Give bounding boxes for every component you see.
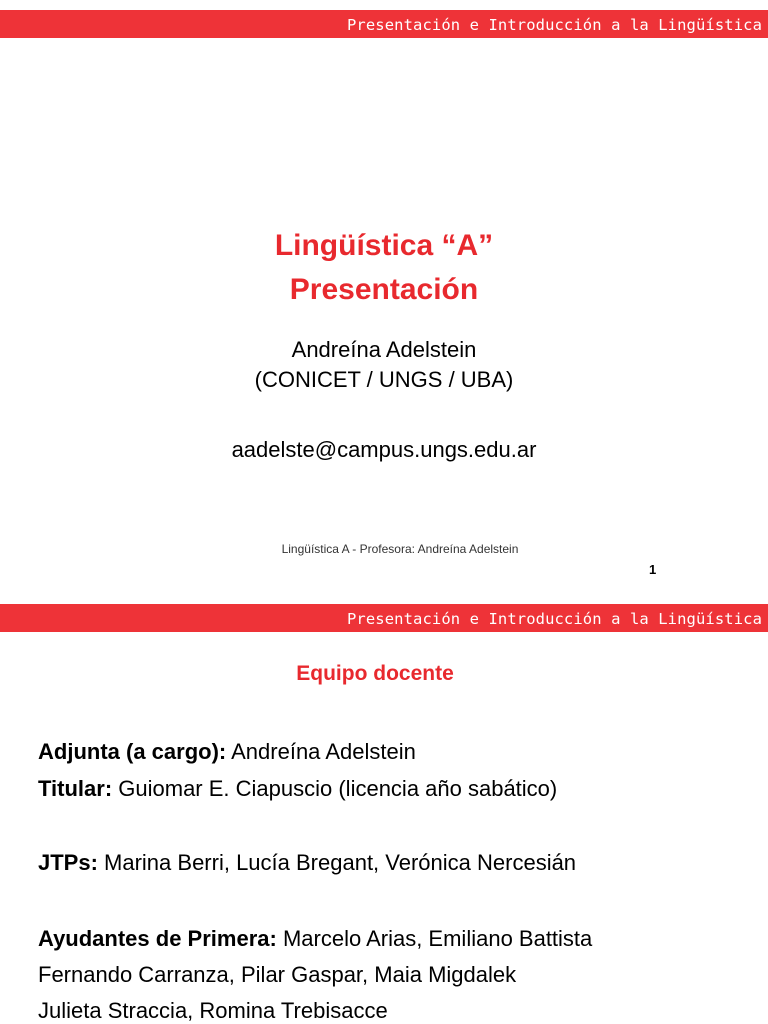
team-line-ayudantes-cont-2 (38, 998, 388, 1024)
team-names: Marina Berri, Lucía Bregant, Verónica Nercesián (97, 850, 577, 875)
slide-header-title: Presentación e Introducción a la Lingüística (347, 610, 762, 628)
title-line-2: Presentación (289, 273, 479, 306)
slide-header-title: Presentación e Introducción a la Lingüística (347, 16, 762, 34)
slide-footer: Lingüística A - Profesora: Andreína Adelstein (281, 542, 519, 556)
team-line-ayudantes (38, 926, 592, 952)
team-names: Marcelo Arias, Emiliano Battista (276, 926, 593, 951)
team-names: Guiomar E. Ciapuscio (licencia año sabático) (112, 776, 558, 801)
slide-title (0, 224, 768, 312)
section-heading: Equipo docente (296, 662, 454, 685)
team-line-jtps (38, 850, 576, 876)
slide-2 (0, 594, 768, 1024)
team-role: JTPs: (38, 850, 98, 875)
team-names: Julieta Straccia, Romina Trebisacce (38, 998, 388, 1023)
team-role: Ayudantes de Primera: (38, 926, 277, 951)
author-name: Andreína Adelstein (291, 337, 477, 362)
team-line-titular (38, 776, 557, 802)
author-affiliation: (CONICET / UNGS / UBA) (254, 367, 514, 392)
team-line-ayudantes-cont-1 (38, 962, 516, 988)
team-line-adjunta (38, 739, 416, 765)
title-line-1: Lingüística “A” (274, 229, 494, 262)
slide-header-bar (0, 10, 768, 38)
page-number: 1 (649, 562, 657, 577)
author-email[interactable]: aadelste@campus.ungs.edu.ar (231, 437, 537, 462)
slide-header-bar (0, 604, 768, 632)
team-role: Adjunta (a cargo): (38, 739, 227, 764)
team-names: Fernando Carranza, Pilar Gaspar, Maia Migdalek (38, 962, 517, 987)
team-names: Andreína Adelstein (226, 739, 416, 764)
team-role: Titular: (38, 776, 113, 801)
